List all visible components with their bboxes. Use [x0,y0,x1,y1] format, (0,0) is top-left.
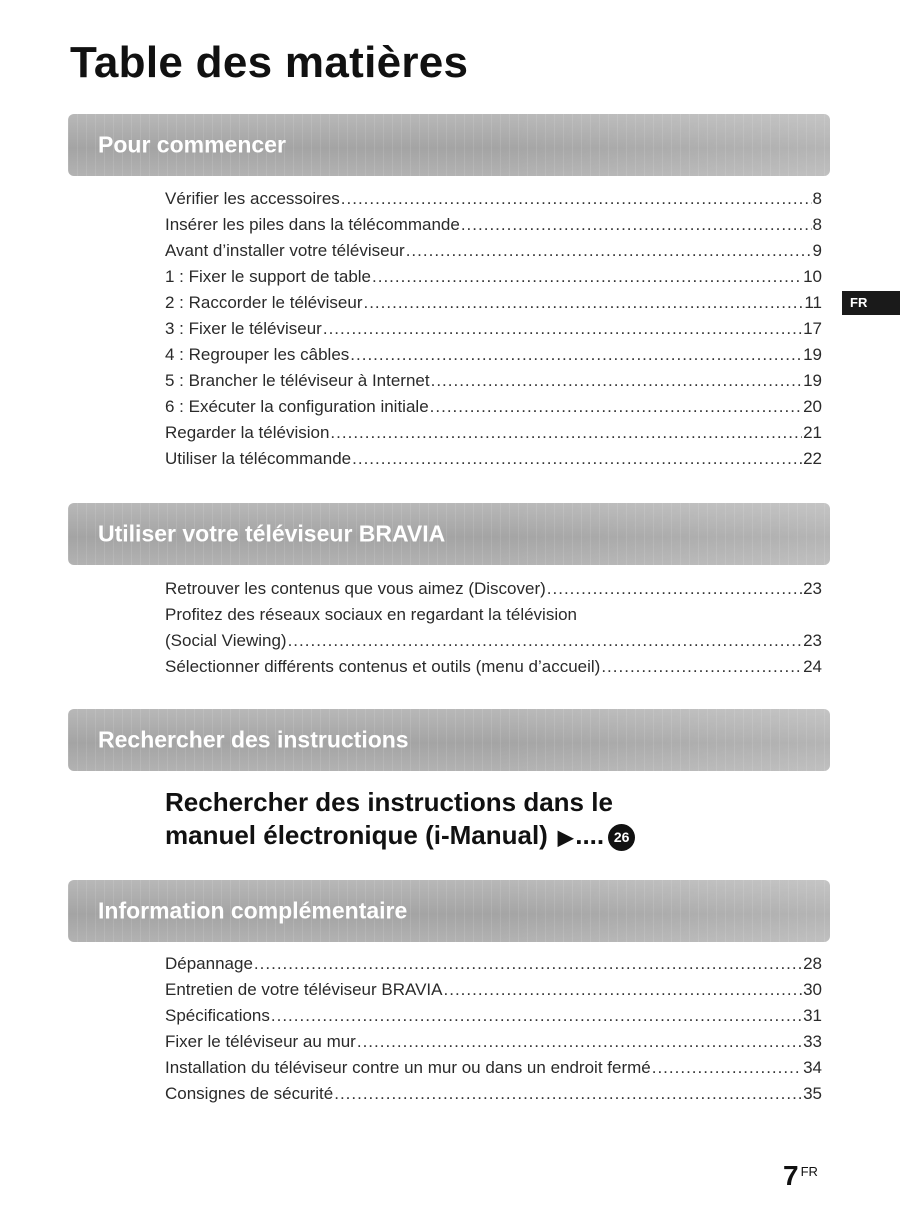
toc-entry-continued[interactable]: Profitez des réseaux sociaux en regardant la télévision [165,605,578,624]
toc-entry-page: 24 [803,657,822,676]
imanual-link[interactable] [165,786,765,855]
leader-dots [652,1058,802,1078]
toc-entry-text: 3 : Fixer le téléviseur [165,319,322,338]
imanual-line-1: Rechercher des instructions dans le [165,787,613,817]
toc-entry[interactable] [165,954,822,980]
toc-entry-text: Spécifications [165,1006,270,1025]
toc-entry-page: 8 [812,215,822,234]
toc-entry-page: 11 [804,293,822,312]
toc-entry[interactable] [165,579,822,605]
toc-entry-text: 5 : Brancher le téléviseur à Internet [165,371,430,390]
toc-entry-page: 30 [803,980,822,999]
section-banner-find-instructions [68,709,830,771]
leader-dots [350,345,802,365]
toc-entry[interactable] [165,189,822,215]
leader-dots [406,241,812,261]
toc-list-using-bravia [165,579,822,683]
toc-entry[interactable] [165,980,822,1006]
toc-entry-page: 19 [803,345,822,364]
toc-entry[interactable] [165,423,822,449]
toc-entry-page: 19 [803,371,822,390]
toc-entry-text: 4 : Regrouper les câbles [165,345,350,364]
section-banner-getting-started [68,114,830,176]
page-number-suffix: FR [800,1164,818,1179]
toc-entry[interactable] [165,1058,822,1084]
section-heading: Rechercher des instructions [98,726,409,753]
toc-entry-page: 22 [803,449,822,468]
leader-dots [341,189,812,209]
toc-entry-page: 17 [803,319,822,338]
toc-entry-text: 2 : Raccorder le téléviseur [165,293,363,312]
toc-entry-text: Utiliser la télécommande [165,449,352,468]
toc-entry-text: Fixer le téléviseur au mur [165,1032,356,1051]
toc-entry[interactable] [165,371,822,397]
leader-dots [288,631,803,651]
section-banner-using-bravia [68,503,830,565]
leader-dots [444,980,803,1000]
toc-list-getting-started [165,189,822,475]
toc-entry[interactable] [165,1032,822,1058]
leader-dots [271,1006,802,1026]
toc-entry-text: Installation du téléviseur contre un mur ou dans un endroit fermé [165,1058,651,1077]
leader-dots [461,215,812,235]
toc-entry[interactable] [165,267,822,293]
toc-entry-text: Entretien de votre téléviseur BRAVIA [165,980,443,999]
imanual-line-2: manuel électronique (i-Manual) [165,820,548,850]
toc-entry-text: Insérer les piles dans la télécommande [165,215,460,234]
leader-dots [547,579,802,599]
toc-entry-page: 28 [803,954,822,973]
toc-entry-page: 31 [803,1006,822,1025]
section-heading: Utiliser votre téléviseur BRAVIA [98,520,446,547]
toc-entry[interactable] [165,397,822,423]
toc-entry-text: Dépannage [165,954,253,973]
page-number [783,1160,818,1192]
section-banner-additional-info [68,880,830,942]
leader-dots [430,397,802,417]
toc-entry-page: 33 [803,1032,822,1051]
toc-entry-page: 34 [803,1058,822,1077]
leader-dots [357,1032,802,1052]
toc-entry[interactable] [165,1084,822,1110]
toc-entry-text: Vérifier les accessoires [165,189,340,208]
toc-entry[interactable] [165,345,822,371]
toc-entry[interactable] [165,241,822,267]
leader-dots [352,449,802,469]
toc-entry-page: 23 [803,631,822,650]
toc-entry-page: 35 [803,1084,822,1103]
circled-page-number: 26 [608,824,635,851]
toc-entry-text: 6 : Exécuter la configuration initiale [165,397,429,416]
leader-dots [601,657,802,677]
toc-entry-page: 20 [803,397,822,416]
toc-entry-text: Sélectionner différents contenus et outils (menu d’accueil) [165,657,601,676]
toc-entry-text: (Social Viewing) [165,631,287,650]
toc-entry-text: Avant d’installer votre téléviseur [165,241,405,260]
toc-entry-page: 23 [803,579,822,598]
toc-entry[interactable] [165,319,822,345]
leader-dots [330,423,802,443]
toc-entry[interactable] [165,1006,822,1032]
toc-entry[interactable] [165,449,822,475]
leader-dots [334,1084,802,1104]
toc-entry-page: 10 [803,267,822,286]
page-number-value: 7 [783,1160,799,1191]
leader-dots [372,267,802,287]
section-heading: Pour commencer [98,131,286,158]
leader-dots: .... [575,820,605,850]
toc-entry[interactable] [165,215,822,241]
toc-entry-page: 8 [812,189,822,208]
play-arrow-icon: ▶ [557,827,574,849]
toc-entry[interactable] [165,631,822,657]
toc-entry-text: Consignes de sécurité [165,1084,334,1103]
leader-dots [363,293,803,313]
toc-entry-text: Retrouver les contenus que vous aimez (Discover) [165,579,546,598]
leader-dots [323,319,802,339]
language-tab: FR [842,291,900,315]
toc-entry[interactable] [165,293,822,319]
page-title: Table des matières [70,38,469,87]
section-heading: Information complémentaire [98,897,408,924]
toc-entry-text: 1 : Fixer le support de table [165,267,372,286]
toc-entry[interactable] [165,657,822,683]
leader-dots [431,371,802,391]
imanual-line-2-row [165,819,765,855]
toc-entry-page: 21 [803,423,822,442]
toc-list-additional-info [165,954,822,1110]
toc-entry-page: 9 [812,241,822,260]
toc-entry-text: Regarder la télévision [165,423,330,442]
leader-dots [254,954,802,974]
